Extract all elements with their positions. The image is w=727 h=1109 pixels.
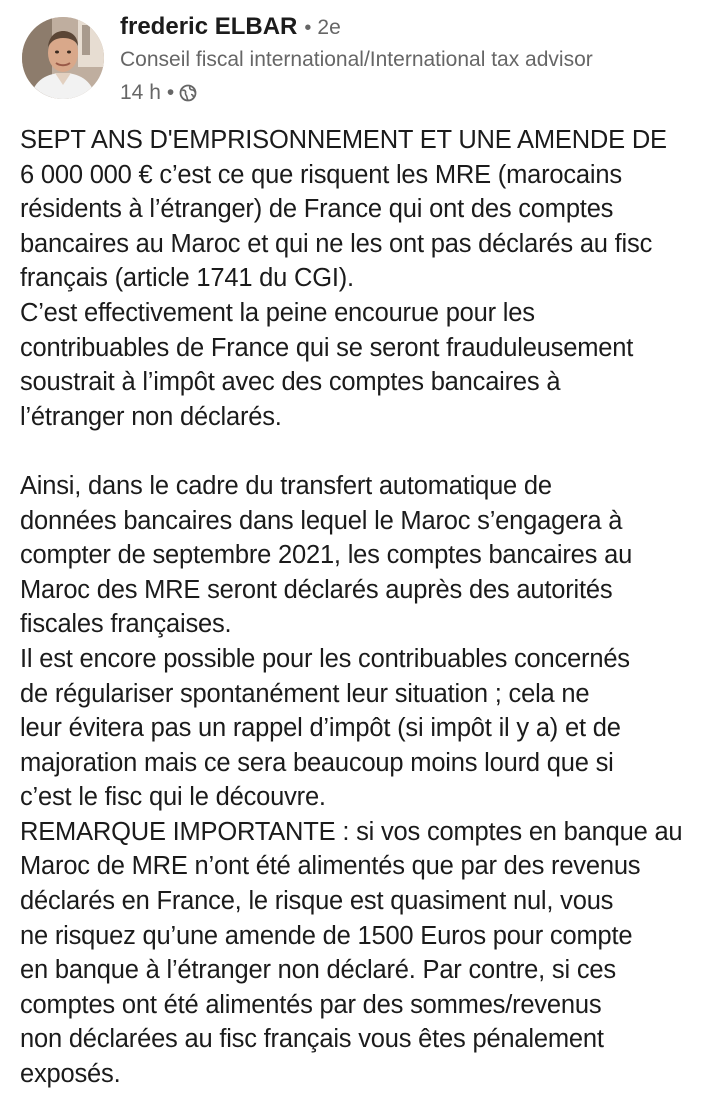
post-body-line: leur évitera pas un rappel d’impôt (si impôt il y a) et de (20, 714, 621, 743)
post-meta (120, 79, 197, 107)
post-body-line: données bancaires dans lequel le Maroc s’engagera à (20, 506, 623, 535)
post-body (20, 123, 720, 1092)
post-body-line: Maroc de MRE n’ont été alimentés que par des revenus (20, 852, 641, 881)
post-body-line: en banque à l’étranger non déclaré. Par contre, si ces (20, 956, 616, 985)
post-header (22, 12, 712, 112)
post-body-line: Il est encore possible pour les contribuables concernés (20, 644, 630, 673)
post-body-line: fiscales françaises. (20, 610, 232, 639)
post-body-line: SEPT ANS D'EMPRISONNEMENT ET UNE AMENDE DE (20, 126, 667, 154)
post-body-line: REMARQUE IMPORTANTE : si vos comptes en banque au (20, 817, 683, 846)
post-body-line: c’est le fisc qui le découvre. (20, 783, 326, 812)
degree-separator: • (304, 17, 312, 39)
post-body-line: contribuables de France qui se seront frauduleusement (20, 333, 634, 362)
post-body-line: majoration mais ce sera beaucoup moins lourd que si (20, 748, 614, 777)
author-headline: Conseil fiscal international/International tax advisor (120, 48, 593, 71)
post-body-line: Maroc des MRE seront déclarés auprès des autorités (20, 575, 613, 604)
post-time: 14 h (120, 81, 161, 104)
post-body-line: 6 000 000 € c’est ce que risquent les MRE (marocains (20, 160, 622, 189)
connection-degree: 2e (317, 16, 341, 39)
meta-separator: • (166, 81, 175, 104)
author-line (120, 12, 341, 42)
post-body-line: français (article 1741 du CGI). (20, 264, 354, 293)
post-body-line: l’étranger non déclarés. (20, 402, 282, 431)
post-body-blank-line (20, 434, 720, 469)
post-body-line: compter de septembre 2021, les comptes bancaires au (20, 541, 633, 570)
author-avatar[interactable] (22, 17, 104, 99)
post-body-line: Ainsi, dans le cadre du transfert automatique de (20, 471, 552, 500)
avatar-photo (22, 17, 104, 99)
post-body-line: de régulariser spontanément leur situation ; cela ne (20, 679, 590, 708)
post-body-line: exposés. (20, 1060, 121, 1089)
author-name[interactable]: frederic ELBAR (120, 13, 298, 40)
globe-icon (179, 82, 197, 110)
post-body-line: déclarés en France, le risque est quasiment nul, vous (20, 887, 614, 916)
post-body-line: ne risquez qu’une amende de 1500 Euros pour compte (20, 921, 633, 950)
post-body-line: comptes ont été alimentés par des sommes/revenus (20, 990, 602, 1019)
post-body-line: soustrait à l’impôt avec des comptes bancaires à (20, 368, 561, 397)
post-body-line: résidents à l’étranger) de France qui ont des comptes (20, 195, 614, 224)
post-body-line: non déclarées au fisc français vous êtes pénalement (20, 1025, 604, 1054)
post-body-line: C’est effectivement la peine encourue pour les (20, 298, 535, 327)
post-body-line: bancaires au Maroc et qui ne les ont pas déclarés au fisc (20, 229, 653, 258)
